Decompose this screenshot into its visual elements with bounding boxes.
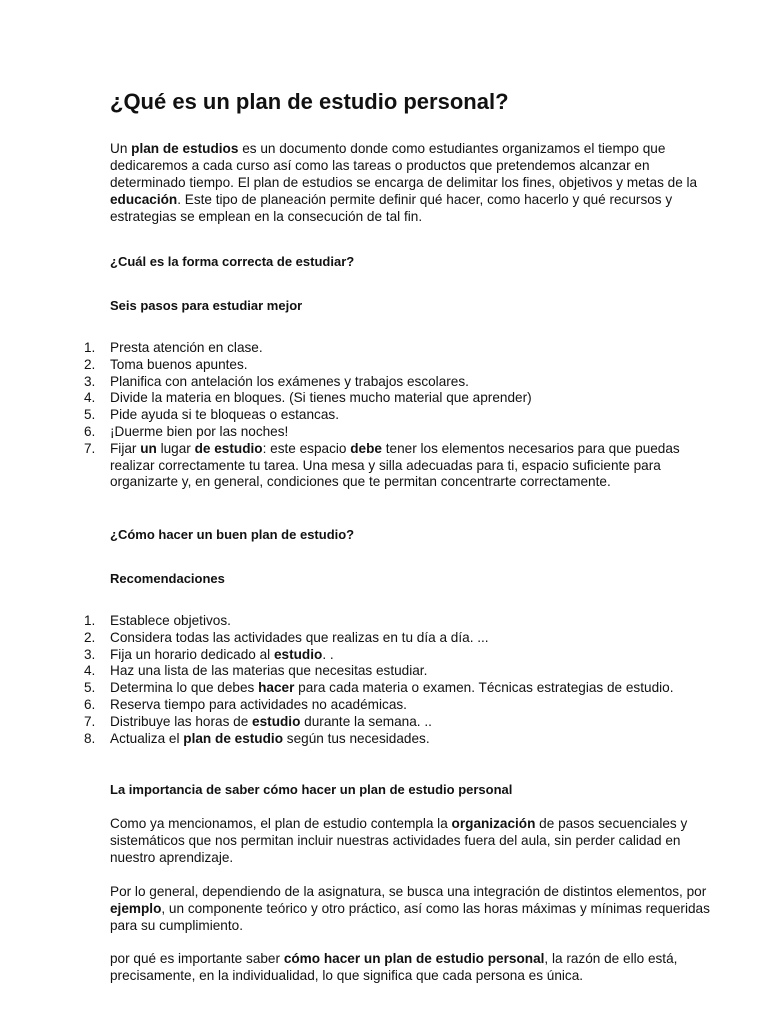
text-run: Distribuye las horas de xyxy=(110,713,253,729)
list-item xyxy=(0,663,740,680)
bold-text: estudio xyxy=(273,646,323,662)
list-item xyxy=(0,680,740,697)
list-item-number: 2. xyxy=(84,356,96,372)
list-item-number: 6. xyxy=(84,423,96,439)
list-item-number: 5. xyxy=(84,680,96,696)
text-run: Establece objetivos. xyxy=(110,613,231,628)
list-item-number: 7. xyxy=(84,713,96,729)
list-item xyxy=(0,407,740,424)
text-run: según tus necesidades. xyxy=(283,730,430,746)
heading-how-to: ¿Cómo hacer un buen plan de estudio? xyxy=(110,527,355,542)
recommendations-list xyxy=(0,613,740,747)
list-item xyxy=(0,441,740,491)
text-run: Como ya mencionamos, el plan de estudio contempla la xyxy=(110,816,452,831)
list-item-number: 4. xyxy=(84,390,96,406)
list-item xyxy=(0,374,740,391)
list-item-number: 6. xyxy=(84,696,96,712)
text-run: Actualiza el xyxy=(110,730,184,746)
bold-text: plan de estudio xyxy=(183,730,283,746)
list-item-number: 3. xyxy=(84,646,96,662)
text-run: por qué es importante saber xyxy=(110,951,284,966)
list-item-number: 2. xyxy=(84,629,96,645)
text-run: Reserva tiempo para actividades no académicas. xyxy=(110,696,407,712)
list-item-number: 7. xyxy=(84,440,96,456)
list-item xyxy=(0,357,740,374)
list-item-number: 4. xyxy=(84,663,96,679)
list-item xyxy=(0,340,740,357)
text-run: Toma buenos apuntes. xyxy=(110,356,248,372)
text-run: durante la semana. .. xyxy=(300,713,432,729)
text-run: tener los elementos necesarios para que puedas realizar correctamente tu tarea. Una mesa y silla adecuadas para ti, espacio suficiente para organizarte y, en general, condiciones que te permitan concentrarte correctamente. xyxy=(110,440,680,490)
list-item-number: 1. xyxy=(84,340,96,355)
text-run: lugar xyxy=(156,440,195,456)
steps-list xyxy=(0,340,740,491)
list-item xyxy=(0,390,740,407)
bold-text: educación xyxy=(110,192,178,207)
text-run: Pide ayuda si te bloqueas o estancas. xyxy=(110,407,339,423)
text-run: Haz una lista de las materias que necesitas estudiar. xyxy=(110,663,428,679)
list-item-number: 5. xyxy=(84,407,96,423)
text-run: Por lo general, dependiendo de la asignatura, se busca una integración de distintos elementos, por xyxy=(110,884,707,899)
intro-paragraph xyxy=(110,140,728,225)
list-item-number: 1. xyxy=(84,613,96,628)
bold-text: ejemplo xyxy=(110,901,162,916)
paragraph-individuality xyxy=(110,950,728,984)
text-run: Planifica con antelación los exámenes y trabajos escolares. xyxy=(110,373,469,389)
list-item-number: 3. xyxy=(84,373,96,389)
bold-text: cómo hacer un plan de estudio personal xyxy=(283,951,545,966)
list-item xyxy=(0,613,740,630)
text-run: . Este tipo de planeación permite definir qué hacer, como hacerlo y qué recursos y estrategias se emplean en la consecución de tal fin. xyxy=(110,192,673,224)
heading-six-steps: Seis pasos para estudiar mejor xyxy=(110,298,303,313)
list-item xyxy=(0,647,740,664)
heading-importance: La importancia de saber cómo hacer un plan de estudio personal xyxy=(110,782,513,797)
text-run: Un xyxy=(110,141,132,156)
bold-text: debe xyxy=(350,440,382,456)
bold-text: hacer xyxy=(258,680,295,696)
bold-text: de estudio xyxy=(194,440,263,456)
text-run: Determina lo que debes xyxy=(110,680,259,696)
text-run: Fija un horario dedicado al xyxy=(110,646,274,662)
text-run: Considera todas las actividades que realizas en tu día a día. ... xyxy=(110,629,489,645)
list-item xyxy=(0,697,740,714)
bold-text: plan de estudios xyxy=(131,141,239,156)
text-run: . . xyxy=(322,646,334,662)
list-item xyxy=(0,731,740,748)
list-item xyxy=(0,424,740,441)
text-run: ¡Duerme bien por las noches! xyxy=(110,423,289,439)
text-run: : este espacio xyxy=(262,440,351,456)
bold-text: organización xyxy=(451,816,536,831)
paragraph-integration xyxy=(110,883,728,934)
bold-text: estudio xyxy=(252,713,301,729)
text-run: Fijar xyxy=(110,440,141,456)
list-item xyxy=(0,714,740,731)
text-run: para cada materia o examen. Técnicas estrategias de estudio. xyxy=(294,680,674,696)
text-run: Divide la materia en bloques. (Si tienes mucho material que aprender) xyxy=(110,390,532,406)
heading-correct-way: ¿Cuál es la forma correcta de estudiar? xyxy=(110,254,355,269)
bold-text: un xyxy=(140,440,157,456)
page-title: ¿Qué es un plan de estudio personal? xyxy=(110,89,509,114)
text-run: Presta atención en clase. xyxy=(110,340,263,355)
list-item xyxy=(0,630,740,647)
heading-recommendations: Recomendaciones xyxy=(110,571,225,586)
list-item-number: 8. xyxy=(84,730,96,746)
paragraph-organization xyxy=(110,815,728,866)
text-run: es un documento donde como estudiantes organizamos el tiempo que dedicaremos a cada curso así como las tareas o productos que pretendemos alcanzar en determinado tiempo. El plan de estudios se encarga de delimitar los fines, objetivos y metas de la xyxy=(110,141,698,190)
text-run: de pasos secuenciales y sistemáticos que nos permitan incluir nuestras actividades fuera del aula, sin perder calidad en nuestro aprendizaje. xyxy=(110,816,688,865)
text-run: , un componente teórico y otro práctico, así como las horas máximas y mínimas requeridas para su cumplimiento. xyxy=(110,901,710,933)
text-run: , la razón de ello está, precisamente, en la individualidad, lo que significa que cada persona es única. xyxy=(110,951,678,983)
